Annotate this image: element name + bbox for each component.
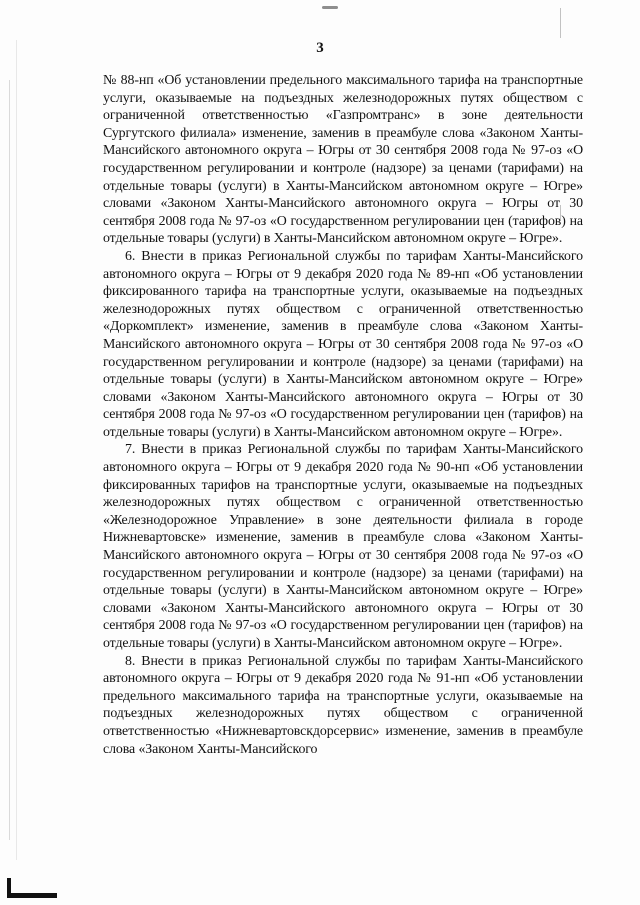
paragraph-item-7: 7. Внести в приказ Региональной службы по тарифам Ханты-Мансийского автономного округа – Югры от 9 декабря 2020 года № 90-нп «Об установлении фиксированных тарифов на транспортные услуги, оказываемые на подъездных железнодорожных путях обществом с ограниченной ответственностью «Железнодорожное Управление» в зоне деятельности филиала в городе Нижневартовске» изменение, заменив в преамбуле слова «Законом Ханты-Мансийского автономного округа – Югры от 30 сентября 2008 года № 97-оз «О государственном регулировании и контроле (надзоре) за ценами (тарифами) на отдельные товары (услуги) в Ханты-Мансийском автономном округе – Югре» словами «Законом Ханты-Мансийского автономного округа – Югры от 30 сентября 2008 года № 97-оз «О государственном регулировании цен (тарифов) на отдельные товары (услуги) в Ханты-Мансийском автономном округе – Югре». — [103, 442, 583, 651]
scan-edge-line — [9, 80, 10, 840]
scan-artifact-right-top — [560, 8, 561, 38]
paragraph-item-6: 6. Внести в приказ Региональной службы по тарифам Ханты-Мансийского автономного округа – Югры от 9 декабря 2020 года № 89-нп «Об установлении фиксированного тарифа на транспортные услуги, оказываемые на подъездных железнодорожных путях обществом с ограниченной ответственностью «Доркомплект» изменение, заменив в преамбуле слова «Законом Ханты-Мансийского автономного округа – Югры от 30 сентября 2008 года № 97-оз «О государственном регулировании и контроле (надзоре) за ценами (тарифами) на отдельные товары (услуги) в Ханты-Мансийском автономном округе – Югре» словами «Законом Ханты-Мансийского автономного округа – Югры от 30 сентября 2008 года № 97-оз «О государственном регулировании цен (тарифов) на отдельные товары (услуги) в Ханты-Мансийском автономном округе – Югре». — [103, 248, 583, 440]
page-number: 3 — [316, 40, 324, 56]
scan-corner-mark — [7, 893, 57, 898]
document-body — [103, 72, 583, 758]
paragraph-item-8: 8. Внести в приказ Региональной службы по тарифам Ханты-Мансийского автономного округа – Югры от 9 декабря 2020 года № 91-нп «Об установлении предельного максимального тарифа на транспортные услуги, оказываемые на подъездных железнодорожных путях обществом с ограниченной ответственностью «Нижневартовскдорсервис» изменение, заменив в преамбуле слова «Законом Ханты-Мансийского — [103, 653, 583, 757]
scan-edge-line-secondary — [16, 40, 17, 860]
scan-artifact-top — [322, 6, 338, 9]
paragraph-continuation: № 88-нп «Об установлении предельного максимального тарифа на транспортные услуги, оказываемые на подъездных железнодорожных путях обществом с ограниченной ответственностью «Газпромтранс» в зоне деятельности Сургутского филиала» изменение, заменив в преамбуле слова «Законом Ханты-Мансийского автономного округа – Югры от 30 сентября 2008 года № 97-оз «О государственном регулировании и контроле (надзоре) за ценами (тарифами) на отдельные товары (услуги) в Ханты-Мансийском автономном округе – Югре» словами «Законом Ханты-Мансийского автономного округа – Югры от 30 сентября 2008 года № 97-оз «О государственном регулировании цен (тарифов) на отдельные товары (услуги) в Ханты-Мансийском автономном округе – Югре». — [103, 73, 583, 247]
